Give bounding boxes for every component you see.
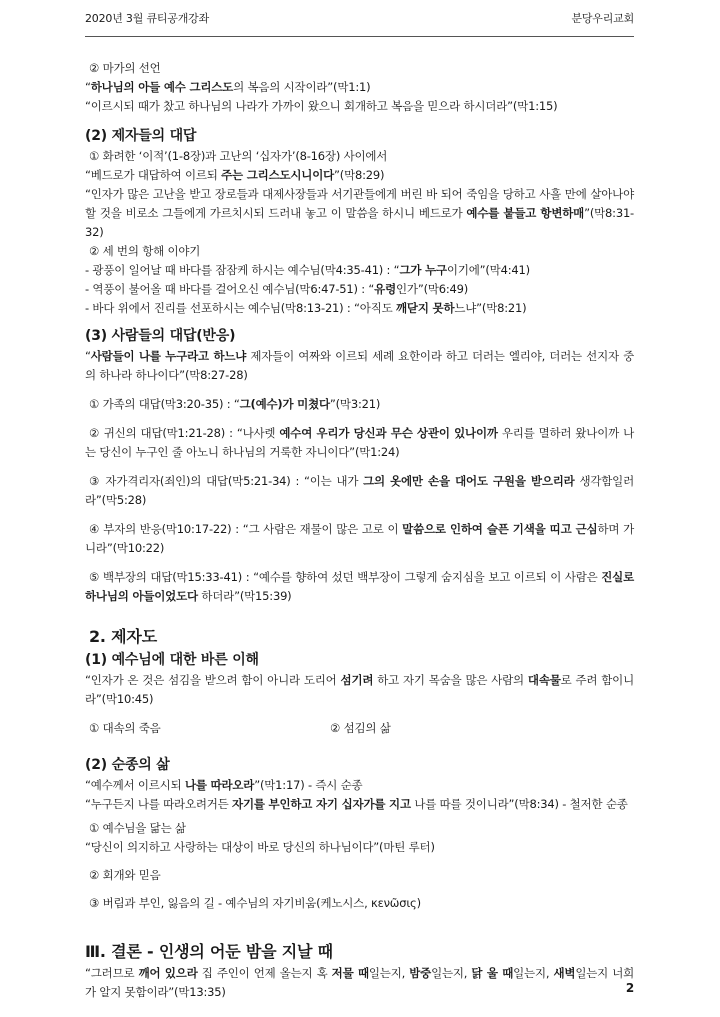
page-number: 2 xyxy=(625,981,634,995)
section-title: (1) 예수님에 대한 바른 이해 xyxy=(85,652,259,668)
item-title: ① 예수님을 닮는 삶 xyxy=(89,821,186,835)
voyage-line: - 역풍이 불어올 때 바다를 걸어오신 예수님(막6:47-51) : “유령인가”(막6:49) xyxy=(85,282,469,296)
scripture-quote: “베드로가 대답하여 이르되 주는 그리스도시니이다”(막8:29) xyxy=(85,168,385,182)
response-item: ② 귀신의 대답(막1:21-28) : “나사렛 예수여 우리가 당신과 무슨 상관이 있나이까 우리를 멸하러 왔나이까 나는 당신이 누구인 줄 아노니 하나님의 거룩한 자니이다”(막1:24) xyxy=(85,426,635,459)
item-title: ② 회개와 믿음 xyxy=(89,868,161,882)
conclusion-title: Ⅲ. 결론 - 인생의 어둔 밤을 지날 때 xyxy=(85,942,333,961)
scripture-quote: “예수께서 이르시되 나를 따라오라”(막1:17) - 즉시 순종 xyxy=(85,778,363,792)
item-atoning-death: ① 대속의 죽음 xyxy=(89,721,161,735)
response-item: ③ 자가격리자(죄인)의 대답(막5:21-34) : “이는 내가 그의 옷에만 손을 대어도 구원을 받으리라 생각함일러라”(막5:28) xyxy=(85,474,634,507)
item-title: ① 화려한 ‘이적’(1-8장)과 고난의 ‘십자가’(8-16장) 사이에서 xyxy=(89,149,388,163)
scripture-quote: “그러므로 깨어 있으라 집 주인이 언제 올는지 혹 저물 때일는지, 밤중일는지, 닭 울 때일는지, 새벽일는지 너희가 알지 못함이라”(막13:35) xyxy=(85,966,635,999)
scripture-quote: “하나님의 아들 예수 그리스도의 복음의 시작이라”(막1:1) xyxy=(85,80,371,94)
scripture-quote: “이르시되 때가 찼고 하나님의 나라가 가까이 왔으니 회개하고 복음을 믿으라 하시더라”(막1:15) xyxy=(85,99,558,113)
header-course-title: 2020년 3월 큐티공개강좌 xyxy=(85,12,209,25)
scripture-quote: “사람들이 나를 누구라고 하느냐 제자들이 여짜와 이르되 세례 요한이라 하고 더러는 엘리야, 더러는 선지자 중의 하나라 하나이다”(막8:27-28) xyxy=(85,349,634,382)
item-serving-life: ② 섬김의 삶 xyxy=(330,721,391,735)
section-title: (3) 사람들의 대답(반응) xyxy=(85,328,236,344)
item-title: ② 마가의 선언 xyxy=(89,61,161,75)
section-title: (2) 제자들의 대답 xyxy=(85,128,197,144)
header-church-name: 분당우리교회 xyxy=(571,12,634,25)
item-title: ② 세 번의 항해 이야기 xyxy=(89,244,201,258)
response-item: ① 가족의 대답(막3:20-35) : “그(예수)가 미쳤다”(막3:21) xyxy=(89,397,381,411)
voyage-line: - 바다 위에서 진리를 선포하시는 예수님(막8:13-21) : “아직도 깨닫지 못하느냐”(막8:21) xyxy=(85,301,527,315)
two-column-items xyxy=(89,719,634,738)
voyage-line: - 광풍이 일어날 때 바다를 잠잠케 하시는 예수님(막4:35-41) : “그가 누구이기에”(막4:41) xyxy=(85,263,530,277)
quote-line: “당신이 의지하고 사랑하는 대상이 바로 당신의 하나님이다”(마틴 루터) xyxy=(85,840,435,854)
item-title: ③ 버림과 부인, 잃음의 길 - 예수님의 자기비움(케노시스, κενῶσις) xyxy=(89,896,421,910)
response-item: ⑤ 백부장의 대답(막15:33-41) : “예수를 향하여 섰던 백부장이 그렇게 숨지심을 보고 이르되 이 사람은 진실로 하나님의 아들이었도다 하더라”(막15:39) xyxy=(85,570,634,603)
section-title: (2) 순종의 삶 xyxy=(85,757,170,773)
part-title: 2. 제자도 xyxy=(89,627,157,646)
scripture-quote: “인자가 온 것은 섬김을 받으려 함이 아니라 도리어 섬기려 하고 자기 목숨을 많은 사람의 대속물로 주려 함이니라”(막10:45) xyxy=(85,673,634,706)
scripture-quote: “인자가 많은 고난을 받고 장로들과 대제사장들과 서기관들에게 버린 바 되어 죽임을 당하고 사흘 만에 살아나야 할 것을 비로소 그들에게 가르치시되 드러내 놓고 이 말씀을 하시니 베드로가 예수를 붙들고 항변하매”(막8:31-32) xyxy=(85,187,635,239)
scripture-quote: “누구든지 나를 따라오려거든 자기를 부인하고 자기 십자가를 지고 나를 따를 것이니라”(막8:34) - 철저한 순종 xyxy=(85,797,628,811)
document-body xyxy=(85,59,634,1002)
header-divider xyxy=(85,36,634,37)
page-header xyxy=(85,10,634,36)
response-item: ④ 부자의 반응(막10:17-22) : “그 사람은 재물이 많은 고로 이 말씀으로 인하여 슬픈 기색을 띠고 근심하며 가니라”(막10:22) xyxy=(85,522,634,555)
